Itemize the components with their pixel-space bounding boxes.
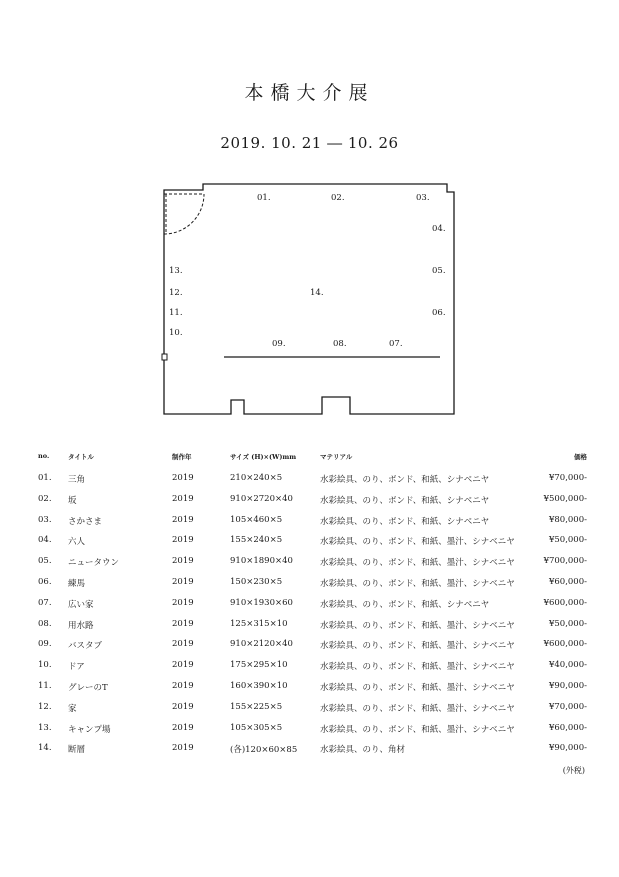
row-no: 07. <box>38 597 52 608</box>
row-no: 01. <box>38 473 52 483</box>
floor-plan-walls <box>164 184 454 414</box>
row-no: 05. <box>38 556 52 567</box>
header-price: 価格 <box>574 453 587 461</box>
row-material: 水彩絵具、のり、ボンド、和紙、墨汁、シナベニヤ <box>320 537 515 548</box>
row-price: ¥90,000- <box>548 743 587 754</box>
row-title: さかさま <box>68 516 103 527</box>
row-price: ¥60,000- <box>548 577 587 587</box>
row-no: 14. <box>38 743 52 754</box>
row-material: 水彩絵具、のり、ボンド、和紙、墨汁、シナベニヤ <box>320 683 515 693</box>
plan-label-02: 02. <box>331 193 345 203</box>
row-no: 08. <box>38 618 52 629</box>
row-price: ¥80,000- <box>548 514 587 525</box>
row-year: 2019 <box>172 701 194 712</box>
row-no: 11. <box>38 681 52 691</box>
row-no: 09. <box>38 639 52 650</box>
row-price: ¥60,000- <box>548 722 587 733</box>
table-row <box>0 702 619 716</box>
plan-label-10: 10. <box>169 328 183 338</box>
row-material: 水彩絵具、のり、ボンド、和紙、墨汁、シナベニヤ <box>320 724 515 735</box>
row-year: 2019 <box>172 577 194 587</box>
row-material: 水彩絵具、のり、ボンド、和紙、墨汁、シナベニヤ <box>320 558 515 569</box>
row-material: 水彩絵具、のり、ボンド、和紙、墨汁、シナベニヤ <box>320 579 515 589</box>
row-material: 水彩絵具、のり、ボンド、和紙、墨汁、シナベニヤ <box>320 703 515 714</box>
table-row <box>0 743 619 757</box>
row-size: 210×240×5 <box>230 473 283 483</box>
plan-label-14: 14. <box>310 288 324 298</box>
exhibition-title: 本橋大介展 <box>244 82 375 104</box>
table-row <box>0 598 619 612</box>
exhibition-dates: 2019. 10. 21 ― 10. 26 <box>220 134 399 152</box>
row-price: ¥90,000- <box>548 681 587 691</box>
row-material: 水彩絵具、のり、角材 <box>320 745 406 756</box>
table-row <box>0 660 619 674</box>
row-year: 2019 <box>172 514 194 525</box>
plan-label-03: 03. <box>416 193 430 203</box>
row-year: 2019 <box>172 618 194 629</box>
row-no: 06. <box>38 577 52 587</box>
row-price: ¥70,000- <box>548 473 587 483</box>
row-no: 04. <box>38 535 52 546</box>
header-year: 制作年 <box>172 453 192 461</box>
row-title: 家 <box>68 703 77 714</box>
row-price: ¥600,000- <box>543 639 587 650</box>
plan-label-13: 13. <box>169 266 183 276</box>
header-title: タイトル <box>68 453 94 461</box>
table-row <box>0 619 619 633</box>
table-row <box>0 515 619 529</box>
row-size: 105×305×5 <box>230 722 283 733</box>
row-price: ¥600,000- <box>543 597 587 608</box>
row-year: 2019 <box>172 722 194 733</box>
row-size: 910×2120×40 <box>230 639 293 650</box>
plan-label-07: 07. <box>389 339 403 349</box>
table-row <box>0 723 619 737</box>
plan-label-01: 01. <box>257 193 271 203</box>
row-material: 水彩絵具、のり、ボンド、和紙、墨汁、シナベニヤ <box>320 620 515 631</box>
row-no: 13. <box>38 722 52 733</box>
row-material: 水彩絵具、のり、ボンド、和紙、墨汁、シナベニヤ <box>320 641 515 652</box>
row-size: 910×1930×60 <box>230 597 293 608</box>
plan-label-05: 05. <box>432 266 446 276</box>
row-no: 03. <box>38 514 52 525</box>
row-material: 水彩絵具、のり、ボンド、和紙、シナベニヤ <box>320 495 490 506</box>
row-size: 910×2720×40 <box>230 493 293 504</box>
row-size: 155×240×5 <box>230 535 283 546</box>
row-size: (各)120×60×85 <box>230 745 298 756</box>
row-material: 水彩絵具、のり、ボンド、和紙、シナベニヤ <box>320 475 490 485</box>
row-year: 2019 <box>172 660 194 671</box>
row-size: 155×225×5 <box>230 701 283 712</box>
row-size: 125×315×10 <box>230 618 288 629</box>
door-swing-arc <box>164 194 204 234</box>
row-title: バスタブ <box>68 641 103 652</box>
plan-label-08: 08. <box>333 339 347 349</box>
plan-label-04: 04. <box>432 224 446 234</box>
row-title: 六人 <box>68 537 86 548</box>
row-title: ドア <box>68 662 85 673</box>
header-no: no. <box>38 452 50 460</box>
table-row <box>0 639 619 653</box>
row-price: ¥50,000- <box>548 535 587 546</box>
plan-label-11: 11. <box>169 308 183 318</box>
plan-label-09: 09. <box>272 339 286 349</box>
row-title: 坂 <box>68 495 77 506</box>
table-row <box>0 577 619 591</box>
row-size: 105×460×5 <box>230 514 283 525</box>
wall-outlet <box>162 354 167 360</box>
row-title: 断層 <box>68 745 86 756</box>
row-size: 160×390×10 <box>230 681 288 691</box>
row-title: 広い家 <box>68 599 94 610</box>
table-header <box>0 452 619 464</box>
row-size: 150×230×5 <box>230 577 283 587</box>
tax-note: (外税) <box>562 766 585 775</box>
table-row <box>0 681 619 695</box>
row-size: 910×1890×40 <box>230 556 293 567</box>
row-year: 2019 <box>172 535 194 546</box>
row-material: 水彩絵具、のり、ボンド、和紙、シナベニヤ <box>320 599 490 610</box>
plan-label-12: 12. <box>169 288 183 298</box>
row-material: 水彩絵具、のり、ボンド、和紙、シナベニヤ <box>320 516 490 527</box>
row-price: ¥70,000- <box>548 701 587 712</box>
row-no: 12. <box>38 701 52 712</box>
row-title: 三角 <box>68 475 86 485</box>
row-year: 2019 <box>172 639 194 650</box>
row-no: 02. <box>38 493 52 504</box>
row-title: 練馬 <box>68 579 86 589</box>
row-year: 2019 <box>172 473 194 483</box>
plan-label-06: 06. <box>432 308 446 318</box>
row-price: ¥500,000- <box>543 493 587 504</box>
row-title: ニュータウン <box>68 558 120 569</box>
row-size: 175×295×10 <box>230 660 288 671</box>
row-price: ¥40,000- <box>548 660 587 671</box>
row-year: 2019 <box>172 493 194 504</box>
table-row <box>0 535 619 549</box>
row-year: 2019 <box>172 681 194 691</box>
row-year: 2019 <box>172 597 194 608</box>
table-row <box>0 473 619 487</box>
row-title: 用水路 <box>68 620 94 631</box>
row-title: キャンプ場 <box>68 724 111 735</box>
header-size: サイズ (H)×(W)mm <box>230 453 297 461</box>
row-title: グレーのT <box>68 683 108 693</box>
row-material: 水彩絵具、のり、ボンド、和紙、墨汁、シナベニヤ <box>320 662 515 673</box>
row-price: ¥50,000- <box>548 618 587 629</box>
row-price: ¥700,000- <box>543 556 587 567</box>
table-row <box>0 556 619 570</box>
table-row <box>0 494 619 508</box>
header-material: マテリアル <box>320 453 353 461</box>
row-year: 2019 <box>172 556 194 567</box>
row-no: 10. <box>38 660 52 671</box>
row-year: 2019 <box>172 743 194 754</box>
